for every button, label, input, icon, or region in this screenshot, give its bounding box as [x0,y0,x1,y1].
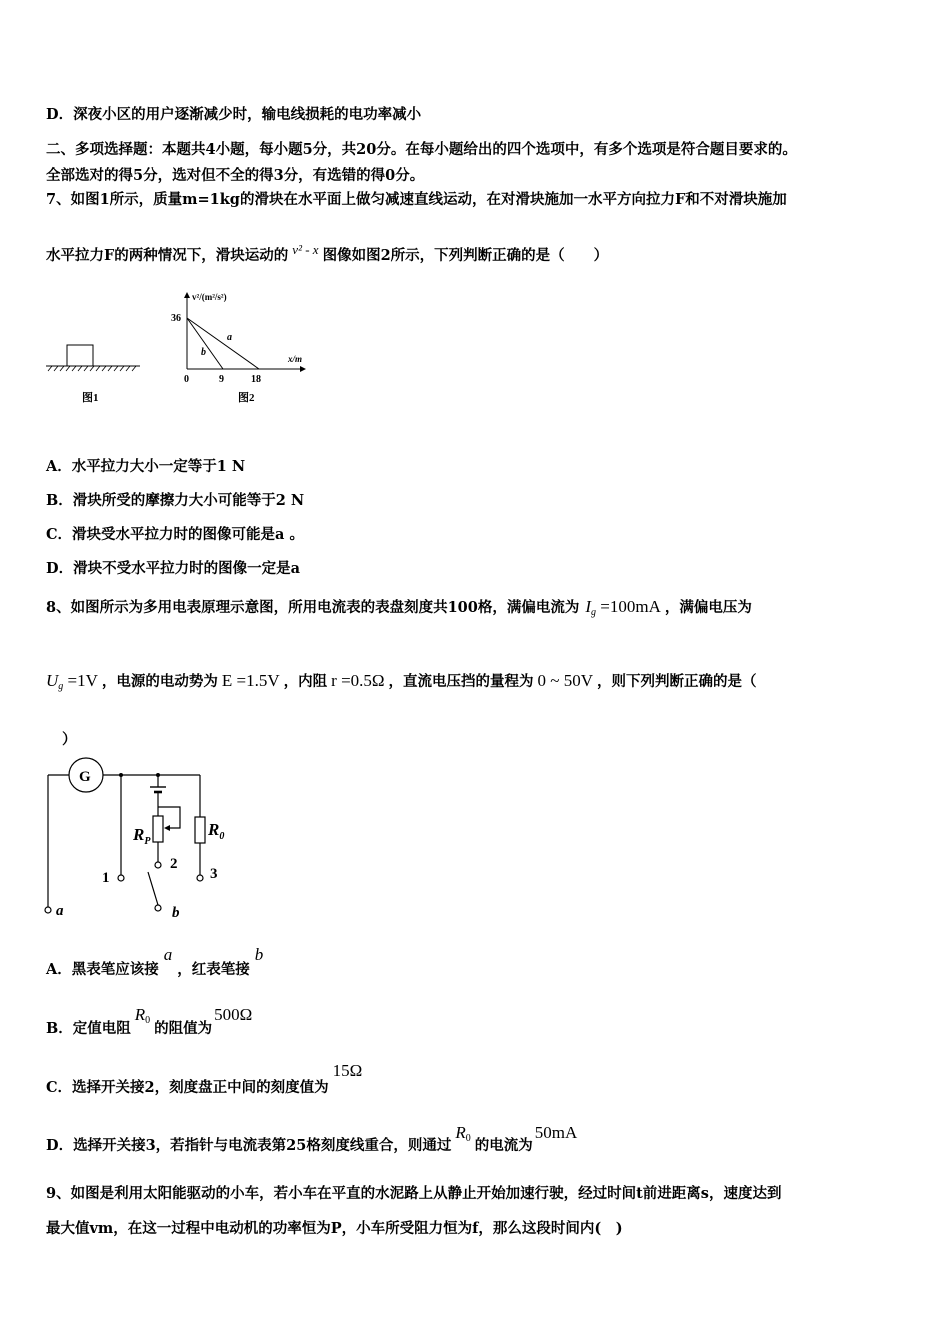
q8-stem-text4: ，内阻 [283,673,328,690]
rp-subscript: P [144,836,151,847]
y-tick-36: 36 [171,313,181,324]
option-d-value: 50mA [534,1123,578,1142]
section2-instructions-line1: 二、多项选择题：本题共4小题，每小题5分，共20分。在每小题给出的四个选项中，有多个选项是符合题目要求的。 [46,141,797,158]
q9-stem-line1: 9、如图是利用太阳能驱动的小车，若小车在平直的水泥路上从静止开始加速行驶，经过时间t前进距离s，速度达到 [46,1185,782,1202]
q7-stem-text1: 水平拉力F的两种情况下，滑块运动的 [46,247,289,264]
q8-stem-line1 [46,596,752,618]
internal-resistance-formula: r =0.5Ω [331,671,385,690]
ground-hatch [48,366,136,371]
q8-option-d [46,1122,578,1154]
option-a-terminal-a: a [163,945,173,964]
figure2-caption: 图2 [238,392,255,404]
x-axis-label: x/m [288,354,303,364]
terminal-1-label: 1 [102,870,110,886]
q8-option-b-text1: B．定值电阻 [46,1020,131,1037]
rheostat-arrow [164,825,170,831]
figure2-graph [171,292,306,385]
slider-block [67,345,93,366]
ug-symbol: U [46,671,59,690]
terminal-1 [118,875,124,881]
rp-label [132,825,151,847]
q8-stem-line3: ） [62,731,77,748]
multimeter-circuit [40,755,240,925]
r0-symbol-d: R [455,1123,466,1142]
option-a-terminal-b: b [254,945,264,964]
line-b [187,318,223,369]
selector-switch [148,872,158,905]
ig-symbol: I [585,597,592,616]
r0-symbol: R [208,820,220,839]
q8-stem-text5: ，直流电压挡的量程为 [388,673,534,690]
figure1-caption: 图1 [82,392,99,404]
line-a-label: a [227,332,232,343]
ig-formula [585,597,661,616]
q8-option-c [46,1060,363,1096]
y-axis-arrow [184,292,190,298]
q8-option-c-text: C．选择开关接2，刻度盘正中间的刻度值为 [46,1079,329,1096]
q7-stem-line1: 7、如图1所示，质量m=1kg的滑块在水平面上做匀减速直线运动，在对滑块施加一水平方向拉力F和不对滑块施加 [46,191,787,208]
resistor-rp [153,816,163,842]
q7-stem-line2 [46,242,608,265]
option-b-r0 [135,1005,150,1024]
rp-symbol: R [133,825,145,844]
q8-option-b-text2: 的阻值为 [154,1020,213,1037]
q8-option-a-text1: A．黑表笔应该接 [46,961,159,978]
q6-option-d: D．深夜小区的用户逐渐减少时，输电线损耗的电功率减小 [46,106,422,123]
terminal-b [155,905,161,911]
q8-stem-text1: 8、如图所示为多用电表原理示意图，所用电流表的表盘刻度共100格，满偏电流为 [46,599,580,616]
terminal-2 [155,862,161,868]
r0-subscript-b: 0 [145,1015,151,1026]
q8-option-a [46,944,264,978]
terminal-a [45,907,51,913]
q7-option-a: A．水平拉力大小一定等于1 N [46,458,246,475]
terminal-3 [197,875,203,881]
option-b-value: 500Ω [214,1005,253,1024]
galvanometer-label: G [79,769,91,785]
q8-option-a-text2: ，红表笔接 [177,961,250,978]
terminal-2-label: 2 [170,856,178,872]
q7-stem-text2: 图像如图2所示，下列判断正确的是（ ） [322,247,609,264]
ug-subscript: g [58,681,64,692]
option-d-r0 [455,1123,470,1142]
r0-symbol-b: R [134,1005,146,1024]
terminal-b-label: b [172,905,180,921]
x-axis-arrow [300,366,306,372]
q8-option-d-text1: D．选择开关接3，若指针与电流表第25格刻度线重合，则通过 [46,1137,452,1154]
section2-instructions-line2: 全部选对的得5分，选对但不全的得3分，有选错的得0分。 [46,167,425,184]
q8-stem-text6: ，则下列判断正确的是（ [597,673,757,690]
figure1-block-on-surface [46,345,140,371]
q7-option-d: D．滑块不受水平拉力时的图像一定是a [46,560,300,577]
q8-stem-text3: ，电源的电动势为 [101,673,218,690]
x-tick-18: 18 [251,374,261,385]
q7-option-c: C．滑块受水平拉力时的图像可能是a 。 [46,526,304,543]
q8-stem-text2: ，满偏电压为 [664,599,752,616]
emf-formula: E =1.5V [221,671,280,690]
v2x-formula: v² - x [292,242,319,257]
q7-figures [40,285,320,410]
x-tick-9: 9 [219,374,224,385]
line-a [187,318,259,369]
q8-stem-line2 [46,670,757,692]
r0-label [207,820,224,842]
voltage-range-formula: 0 ~ 50V [537,671,594,690]
ug-value: =1V [67,671,98,690]
resistor-r0 [195,817,205,843]
q9-stem-line2: 最大值vm，在这一过程中电动机的功率恒为P，小车所受阻力恒为f，那么这段时间内( ) [46,1220,623,1237]
y-axis-label: v²/(m²/s²) [192,292,227,302]
terminal-a-label: a [56,903,64,919]
q8-option-d-text2: 的电流为 [474,1137,533,1154]
q8-option-b [46,1004,253,1037]
terminal-3-label: 3 [210,866,218,882]
ig-value: =100mA [600,597,661,616]
ig-subscript: g [591,607,597,618]
line-b-label: b [201,347,206,358]
x-tick-0: 0 [184,374,189,385]
option-c-value: 15Ω [332,1061,363,1080]
r0-subscript-d: 0 [465,1133,471,1144]
q7-option-b: B．滑块所受的摩擦力大小可能等于2 N [46,492,305,509]
ug-formula [46,671,98,690]
r0-subscript: 0 [219,831,225,842]
